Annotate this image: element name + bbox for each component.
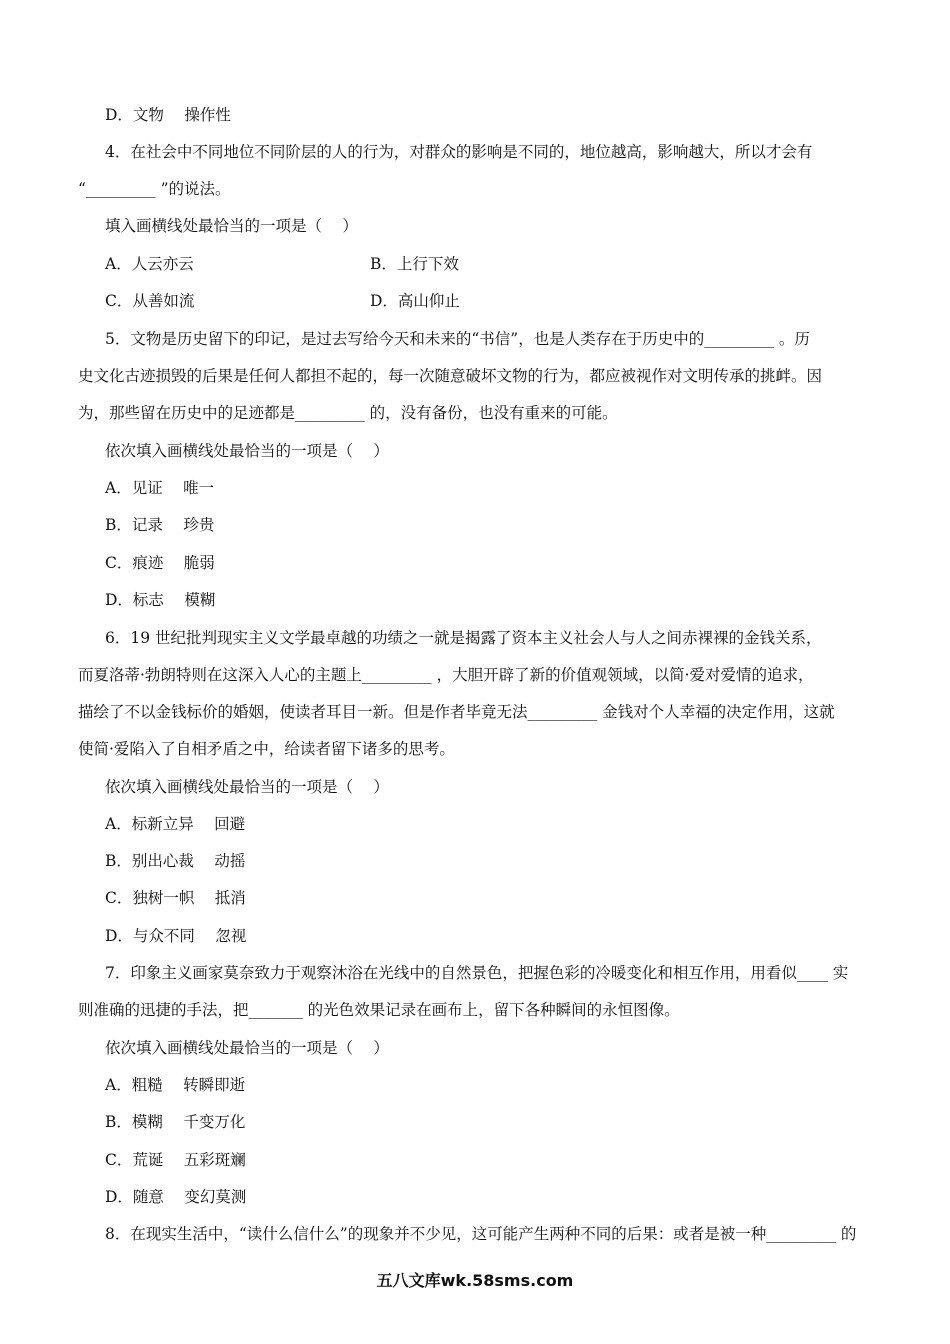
q6-option-b: B．别出心裁 动摇 xyxy=(105,852,246,870)
q5-option-c: C．痕迹 脆弱 xyxy=(105,554,215,572)
q6-stem-line3: 描绘了不以金钱标价的婚姻，使读者耳目一新。但是作者毕竟无法_________ 金钱对个人幸福的决定作用，这就 xyxy=(78,703,835,721)
q5-option-d: D．标志 模糊 xyxy=(105,591,216,609)
q5-option-a: A．见证 唯一 xyxy=(105,479,215,497)
q6-stem-line1: 6．19 世纪批判现实主义文学最卓越的功绩之一就是揭露了资本主义社会人与人之间赤裸裸的金钱关系， xyxy=(105,629,822,647)
q6-stem-line4: 使简·爱陷入了自相矛盾之中，给读者留下诸多的思考。 xyxy=(78,740,455,758)
footer-watermark: 五八文库wk.58sms.com xyxy=(376,1271,574,1290)
q4-option-a: A．人云亦云 xyxy=(105,255,194,273)
q4-prompt: 填入画横线处最恰当的一项是（ ） xyxy=(105,217,358,235)
q4-option-d: D．高山仰止 xyxy=(370,292,460,310)
q5-stem-line3: 为，那些留在历史中的足迹都是_________ 的，没有备份，也没有重来的可能。 xyxy=(78,404,618,422)
q7-option-a: A．粗糙 转瞬即逝 xyxy=(105,1076,246,1094)
q4-option-b: B．上行下效 xyxy=(370,255,459,273)
q6-option-c: C．独树一帜 抵消 xyxy=(105,889,246,907)
q4-option-c: C．从善如流 xyxy=(105,292,195,310)
q5-stem-line1: 5．文物是历史留下的印记，是过去写给今天和未来的“书信”，也是人类存在于历史中的_________ 。历 xyxy=(105,330,810,348)
q8-stem-line1: 8．在现实生活中，“读什么信什么”的现象并不少见，这可能产生两种不同的后果：或者是被一种_________ 的 xyxy=(105,1225,857,1243)
q4-stem-line1: 4．在社会中不同地位不同阶层的人的行为，对群众的影响是不同的，地位越高，影响越大，所以才会有 xyxy=(105,143,813,161)
q7-option-b: B．模糊 千变万化 xyxy=(105,1113,246,1131)
q6-option-d: D．与众不同 忽视 xyxy=(105,927,247,945)
q6-option-a: A．标新立异 回避 xyxy=(105,815,246,833)
q5-prompt: 依次填入画横线处最恰当的一项是（ ） xyxy=(105,442,389,460)
q7-stem-line2: 则准确的迅捷的手法，把_______ 的光色效果记录在画布上，留下各种瞬间的永恒图像。 xyxy=(78,1001,680,1019)
q7-option-d: D．随意 变幻莫测 xyxy=(105,1188,247,1206)
q7-option-c: C．荒诞 五彩斑斓 xyxy=(105,1151,246,1169)
q6-stem-line2: 而夏洛蒂·勃朗特则在这深入人心的主题上_________ ，大胆开辟了新的价值观领域，以简·爱对爱情的追求， xyxy=(78,666,814,684)
q3-option-d: D．文物 操作性 xyxy=(105,106,231,124)
q5-option-b: B．记录 珍贵 xyxy=(105,516,215,534)
q4-stem-line2: “_________ ”的说法。 xyxy=(78,180,231,198)
q5-stem-line2: 史文化古迹损毁的后果是任何人都担不起的，每一次随意破坏文物的行为，都应被视作对文明传承的挑衅。因 xyxy=(78,367,823,385)
q7-stem-line1: 7．印象主义画家莫奈致力于观察沐浴在光线中的自然景色，把握色彩的冷暖变化和相互作用，用看似____ 实 xyxy=(105,964,849,982)
q7-prompt: 依次填入画横线处最恰当的一项是（ ） xyxy=(105,1039,389,1057)
q6-prompt: 依次填入画横线处最恰当的一项是（ ） xyxy=(105,778,389,796)
